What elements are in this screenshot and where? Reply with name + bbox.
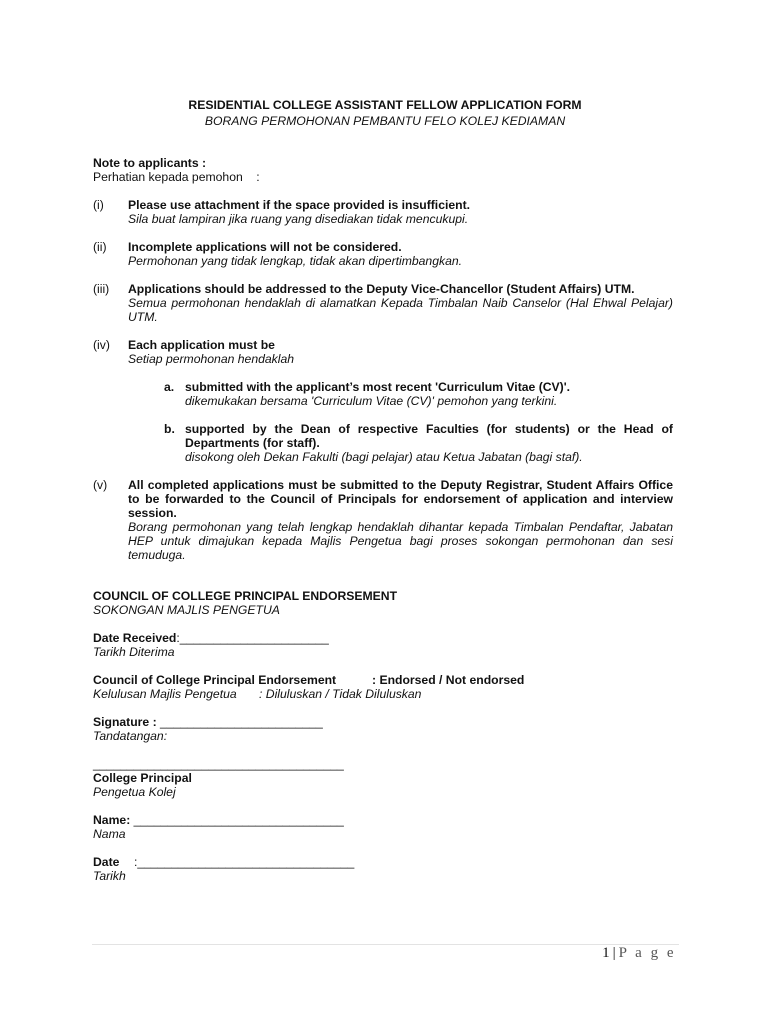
date-label-ms: Tarikh: [93, 869, 126, 883]
item-text-ms: Setiap permohonan hendaklah: [128, 352, 295, 366]
item-text-ms: Permohonan yang tidak lengkap, tidak akan dipertimbangkan.: [128, 254, 463, 268]
name-label: Name:: [93, 813, 131, 827]
item-text-en: Incomplete applications will not be considered.: [128, 240, 402, 254]
item-number: (v): [93, 478, 108, 492]
date-field[interactable]: :________________________________: [134, 855, 355, 869]
endorsement-options-ms: : Diluluskan / Tidak Diluluskan: [259, 687, 422, 701]
page-number: 1: [602, 945, 610, 961]
subitem-text-ms: dikemukakan bersama 'Curriculum Vitae (CV)' pemohon yang terkini.: [185, 394, 558, 408]
principal-label: College Principal: [93, 771, 192, 785]
signature-label: Signature :: [93, 715, 157, 729]
item-text-en: Please use attachment if the space provided is insufficient.: [128, 198, 471, 212]
date-label: Date: [93, 855, 120, 869]
item-number: (iii): [93, 282, 110, 296]
subitem-letter: a.: [164, 380, 175, 394]
item-text-ms: Semua permohonan hendaklah di alamatkan Kepada Timbalan Naib Canselor (Hal Ehwal Pelajar) UTM.: [128, 296, 673, 324]
item-number: (iv): [93, 338, 110, 352]
item-number: (i): [93, 198, 104, 212]
form-title-ms: BORANG PERMOHONAN PEMBANTU FELO KOLEJ KEDIAMAN: [204, 114, 566, 128]
form-title: RESIDENTIAL COLLEGE ASSISTANT FELLOW APPLICATION FORM: [188, 98, 582, 112]
council-heading-ms: SOKONGAN MAJLIS PENGETUA: [93, 603, 280, 617]
note-heading-ms: Perhatian kepada pemohon :: [93, 170, 260, 184]
principal-label-ms: Pengetua Kolej: [93, 785, 176, 799]
signature-row: [93, 715, 323, 729]
name-label-ms: Nama: [93, 827, 126, 841]
item-text-en: Applications should be addressed to the Deputy Vice-Chancellor (Student Affairs) UTM.: [128, 282, 635, 296]
date-received-row: [93, 631, 329, 645]
name-row: [93, 813, 344, 827]
date-received-label: Date Received: [93, 631, 177, 645]
endorsement-label-ms: Kelulusan Majlis Pengetua: [93, 687, 237, 701]
item-text-ms: Sila buat lampiran jika ruang yang disediakan tidak mencukupi.: [128, 212, 469, 226]
item-text-ms: Borang permohonan yang telah lengkap hendaklah dihantar kepada Timbalan Pendaftar, Jabatan HEP untuk dimajukan kepada Majlis Pengetua bagi proses sokongan permohonan dan sesi temuduga.: [128, 520, 673, 562]
subitem-text-en: supported by the Dean of respective Faculties (for students) or the Head of Departments (for staff).: [185, 422, 673, 450]
item-text-en: Each application must be: [128, 338, 275, 352]
date-received-field[interactable]: :______________________: [176, 631, 329, 645]
council-heading: COUNCIL OF COLLEGE PRINCIPAL ENDORSEMENT: [93, 589, 398, 603]
principal-signature-line[interactable]: _____________________________________: [93, 757, 344, 771]
page-label: P a g e: [618, 945, 676, 961]
signature-label-ms: Tandatangan:: [93, 729, 168, 743]
item-text-en: All completed applications must be submitted to the Deputy Registrar, Student Affairs Office to be forwarded to the Council of Principals for endorsement of application and interview session.: [128, 478, 673, 520]
endorsement-options[interactable]: : Endorsed / Not endorsed: [372, 673, 525, 687]
date-received-label-ms: Tarikh Diterima: [93, 645, 175, 659]
page-footer: 1 | P a g e: [602, 945, 676, 961]
subitem-text-ms: disokong oleh Dekan Fakulti (bagi pelajar) atau Ketua Jabatan (bagi staf).: [185, 450, 583, 464]
subitem-text-en: submitted with the applicant’s most recent 'Curriculum Vitae (CV)'.: [185, 380, 571, 394]
footer-divider: [92, 944, 679, 945]
endorsement-label: Council of College Principal Endorsement: [93, 673, 337, 687]
note-heading: Note to applicants :: [93, 156, 207, 170]
subitem-letter: b.: [164, 422, 175, 436]
signature-field[interactable]: ________________________: [160, 715, 323, 729]
name-field[interactable]: _______________________________: [133, 813, 344, 827]
item-number: (ii): [93, 240, 107, 254]
